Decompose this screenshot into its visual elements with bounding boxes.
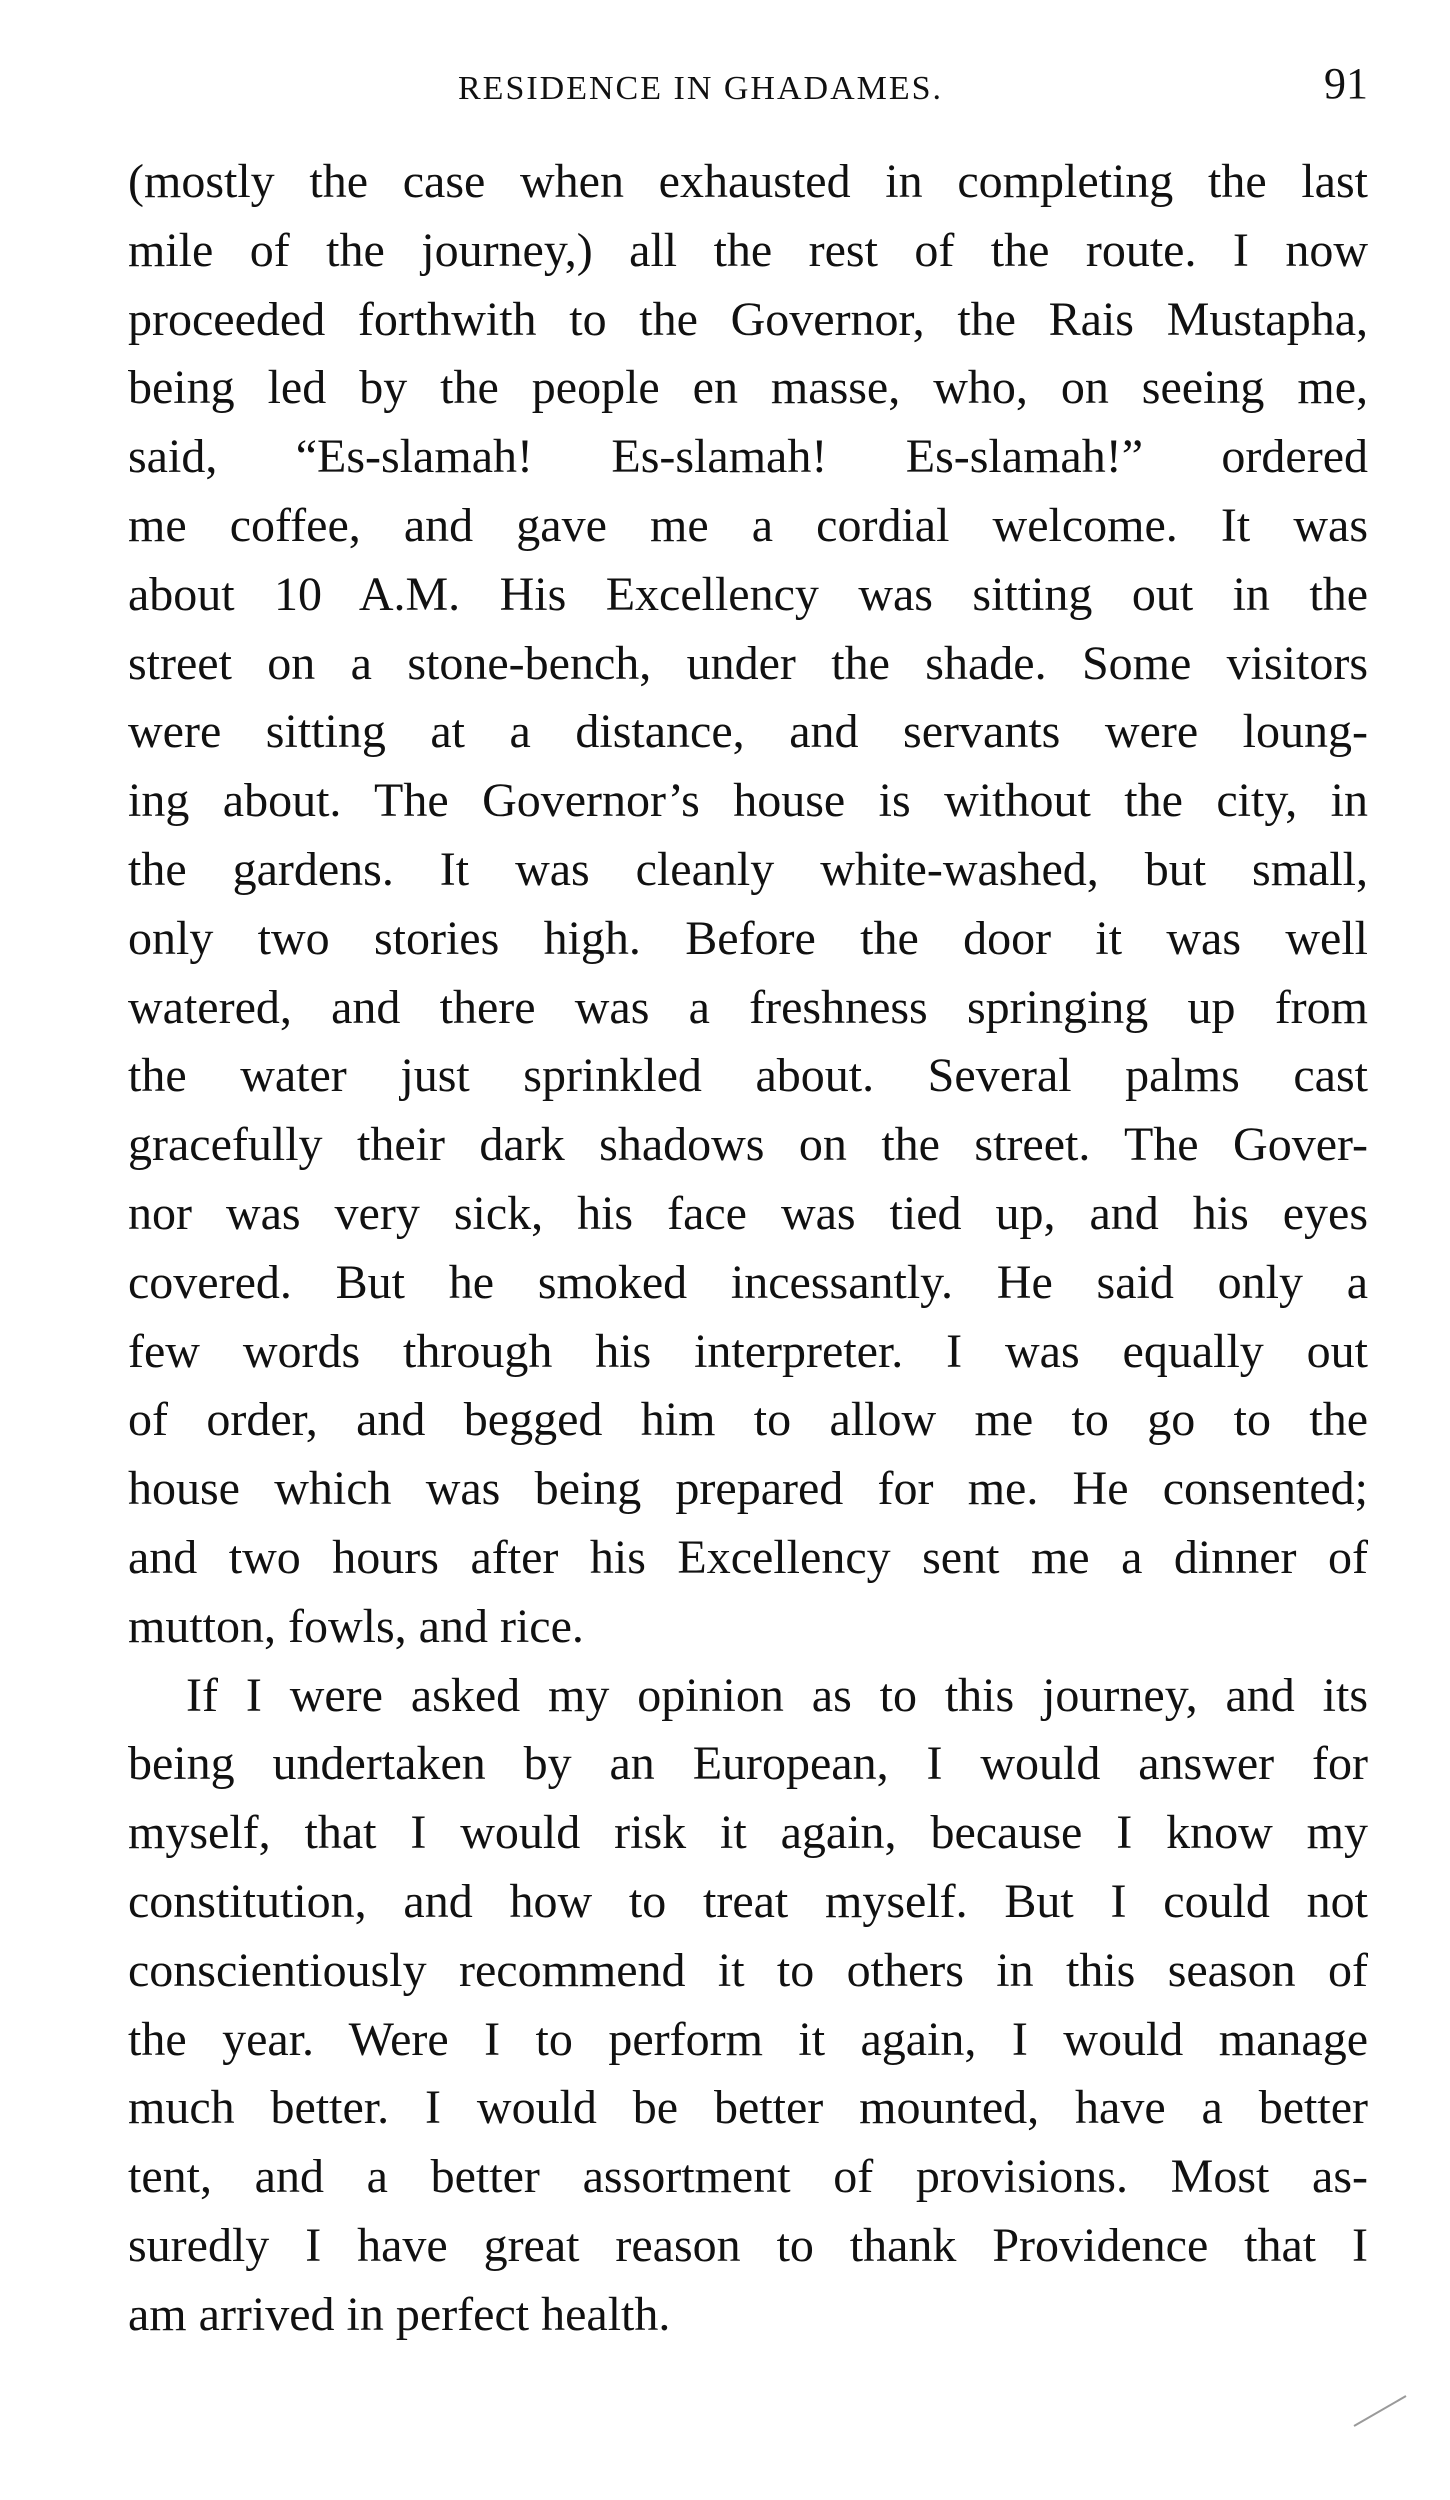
text-line: If I were asked my opinion as to this journey, and its <box>186 1668 1368 1722</box>
text-line: house which was being prepared for me. He consented; <box>128 1462 1368 1516</box>
paper-mark <box>1354 2395 1407 2427</box>
text-line: the water just sprinkled about. Several palms cast <box>128 1049 1368 1103</box>
text-line: about 10 A.M. His Excellency was sitting out in the <box>128 567 1368 621</box>
text-line: mutton, fowls, and rice. <box>128 1599 584 1653</box>
body-text <box>128 148 1368 2350</box>
text-line: tent, and a better assortment of provisions. Most as- <box>128 2150 1368 2204</box>
text-line: and two hours after his Excellency sent me a dinner of <box>128 1530 1368 1584</box>
page-number: 91 <box>1324 59 1368 108</box>
text-line: constitution, and how to treat myself. But I could not <box>128 1874 1368 1928</box>
text-line: am arrived in perfect health. <box>128 2287 671 2341</box>
text-line: said, “Es-slamah! Es-slamah! Es-slamah!” ordered <box>128 430 1368 484</box>
page-header <box>128 52 1368 122</box>
running-head: RESIDENCE IN GHADAMES. <box>458 70 944 107</box>
text-line: covered. But he smoked incessantly. He said only a <box>128 1255 1368 1309</box>
text-line: were sitting at a distance, and servants were loung- <box>128 705 1368 759</box>
text-line: proceeded forthwith to the Governor, the Rais Mustapha, <box>128 292 1368 346</box>
text-line: much better. I would be better mounted, have a better <box>128 2081 1368 2135</box>
text-line: suredly I have great reason to thank Providence that I <box>128 2218 1368 2272</box>
text-line: the year. Were I to perform it again, I would manage <box>128 2012 1368 2066</box>
text-line: nor was very sick, his face was tied up, and his eyes <box>128 1186 1368 1240</box>
text-line: myself, that I would risk it again, because I know my <box>128 1806 1368 1860</box>
text-line: conscientiously recommend it to others in this season of <box>128 1943 1368 1997</box>
text-line: street on a stone-bench, under the shade. Some visitors <box>128 636 1368 690</box>
text-line: being undertaken by an European, I would answer for <box>128 1737 1368 1791</box>
text-line: few words through his interpreter. I was equally out <box>128 1324 1368 1378</box>
text-line: ing about. The Governor’s house is without the city, in <box>128 774 1368 828</box>
text-line: the gardens. It was cleanly white-washed, but small, <box>128 842 1368 896</box>
text-line: watered, and there was a freshness springing up from <box>128 980 1368 1034</box>
text-line: only two stories high. Before the door it was well <box>128 911 1368 965</box>
text-line: gracefully their dark shadows on the street. The Gover- <box>128 1118 1368 1172</box>
text-line: me coffee, and gave me a cordial welcome. It was <box>128 498 1368 552</box>
text-line: being led by the people en masse, who, on seeing me, <box>128 361 1368 415</box>
text-line: mile of the journey,) all the rest of the route. I now <box>128 223 1368 277</box>
text-line: (mostly the case when exhausted in completing the last <box>128 155 1368 208</box>
text-line: of order, and begged him to allow me to go to the <box>128 1393 1368 1447</box>
